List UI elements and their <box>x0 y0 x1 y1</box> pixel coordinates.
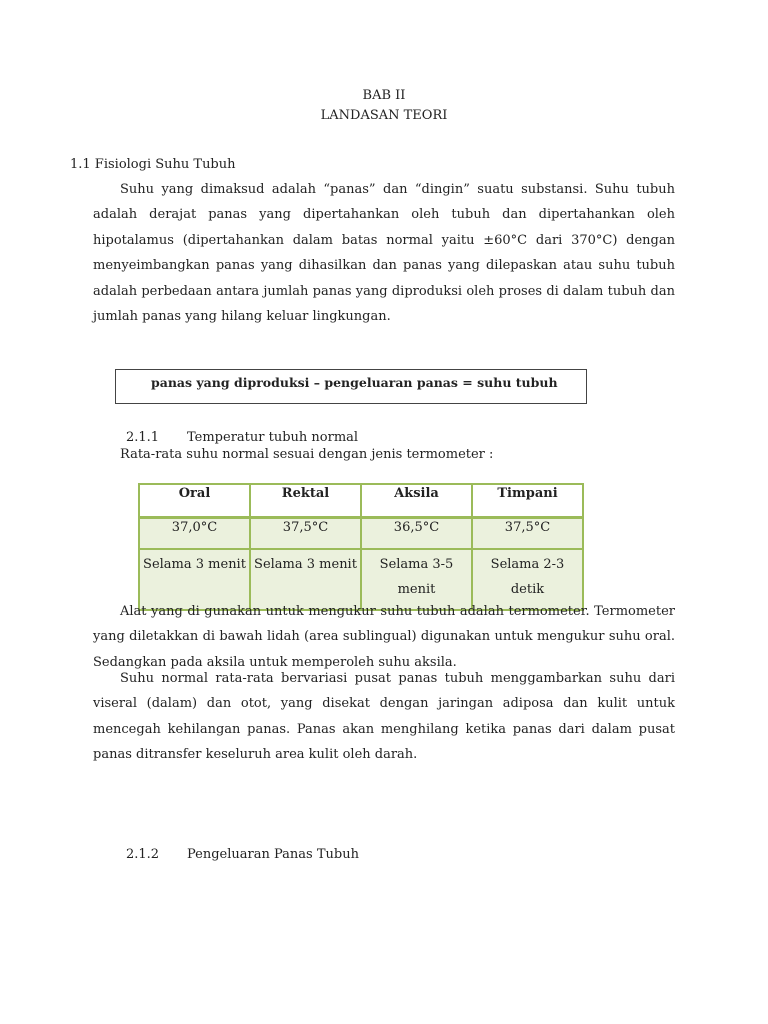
section-title-2-1-2: Pengeluaran Panas Tubuh <box>187 847 359 862</box>
table-cell: 37,5°C <box>472 518 583 550</box>
table-cell: Selama 3 menit <box>250 549 361 610</box>
formula-text: panas yang diproduksi – pengeluaran panas = suhu tubuh <box>151 375 558 390</box>
chapter-number: BAB II <box>362 88 406 103</box>
table-cell: Selama 3-5 menit <box>361 549 472 610</box>
table-cell: Selama 2-3 detik <box>472 549 583 610</box>
section-heading-1-1: 1.1 Fisiologi Suhu Tubuh <box>70 157 236 172</box>
paragraph-termometer-text: Alat yang di gunakan untuk mengukur suhu tubuh adalah termometer. Termometer yang diletakkan di bawah lidah (area sublingual) digunakan untuk mengukur suhu oral. Sedangkan pada aksila untuk memperoleh suhu aksila. <box>93 604 675 670</box>
paragraph-suhu-normal <box>93 666 675 768</box>
formula-box <box>115 369 587 404</box>
paragraph-suhu-definition <box>93 177 675 329</box>
table-cell: Selama 3 menit <box>139 549 250 610</box>
paragraph-suhu-text: Suhu yang dimaksud adalah “panas” dan “dingin” suatu substansi. Suhu tubuh adalah derajat panas yang dipertahankan oleh tubuh dan dipertahankan oleh hipotalamus (dipertahankan dalam batas normal yaitu ±60°C dari 370°C) dengan menyeimbangkan panas yang dihasilkan dan panas yang dilepaskan atau suhu tubuh adalah perbedaan antara jumlah panas yang diproduksi oleh proses di dalam tubuh dan jumlah panas yang hilang keluar lingkungan. <box>93 182 675 325</box>
section-title-2-1-1: Temperatur tubuh normal <box>187 430 359 445</box>
table-header: Aksila <box>361 484 472 518</box>
table-cell: 37,0°C <box>139 518 250 550</box>
table-cell: 36,5°C <box>361 518 472 550</box>
table-header-row <box>139 484 583 518</box>
section-number-2-1-1: 2.1.1 <box>126 430 160 445</box>
table-row <box>139 518 583 550</box>
temperature-table <box>138 483 584 611</box>
table-header: Oral <box>139 484 250 518</box>
paragraph-termometer <box>93 599 675 675</box>
table-header: Timpani <box>472 484 583 518</box>
table-header: Rektal <box>250 484 361 518</box>
table-intro: Rata-rata suhu normal sesuai dengan jenis termometer : <box>120 447 494 462</box>
chapter-title: LANDASAN TEORI <box>320 108 448 123</box>
paragraph-suhu-normal-text: Suhu normal rata-rata bervariasi pusat panas tubuh menggambarkan suhu dari viseral (dalam) dan otot, yang disekat dengan jaringan adiposa dan kulit untuk mencegah kehilangan panas. Panas akan menghilang ketika panas dari dalam pusat panas ditransfer keseluruh area kulit oleh darah. <box>93 671 675 763</box>
section-number-2-1-2: 2.1.2 <box>126 847 160 862</box>
table-cell: 37,5°C <box>250 518 361 550</box>
